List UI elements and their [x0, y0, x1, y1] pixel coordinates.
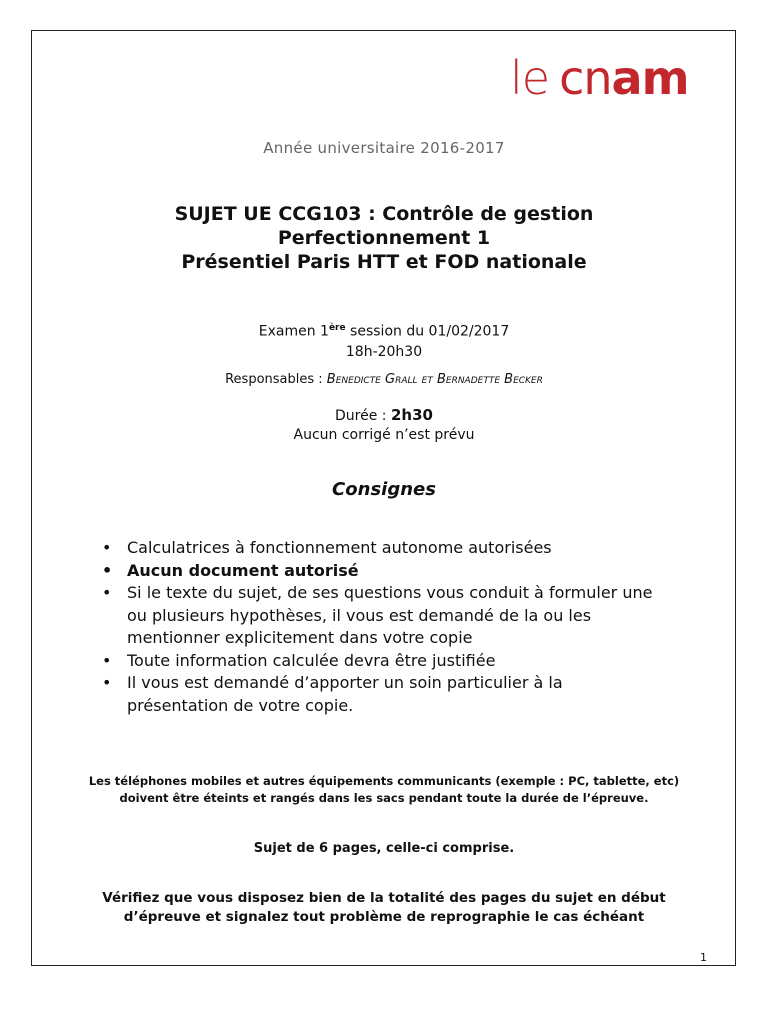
exam-suffix: session du 01/02/2017	[345, 323, 510, 340]
page-number: 1	[700, 951, 707, 964]
title-line-2: Perfectionnement 1	[277, 227, 491, 249]
title-line-1: SUJET UE CCG103 : Contrôle de gestion	[174, 203, 594, 225]
duration-value: 2h30	[390, 406, 433, 424]
correction-note: Aucun corrigé n’est prévu	[293, 427, 475, 443]
list-item: • Toute information calculée devra être justifiée	[102, 650, 662, 673]
logo-am: am	[611, 51, 689, 105]
duration-label: Durée :	[335, 408, 391, 424]
consignes-heading: Consignes	[332, 479, 436, 500]
exam-prefix: Examen 1	[258, 323, 329, 340]
verify-line-2: d’épreuve et signalez tout problème de reprographie le cas échéant	[123, 909, 645, 925]
verify-note	[0, 889, 768, 927]
pages-note: Sujet de 6 pages, celle-ci comprise.	[253, 841, 515, 856]
exam-time: 18h-20h30	[345, 343, 423, 360]
warning-line-2: doivent être éteints et rangés dans les sacs pendant toute la durée de l’épreuve.	[119, 791, 649, 805]
verify-line-1: Vérifiez que vous disposez bien de la totalité des pages du sujet en début	[102, 890, 666, 906]
devices-warning	[0, 773, 768, 807]
exam-session-line	[0, 318, 768, 342]
academic-year: Année universitaire 2016-2017	[263, 139, 505, 157]
responsables	[0, 372, 768, 387]
responsables-label: Responsables :	[225, 372, 327, 387]
logo-n: n	[583, 51, 612, 105]
cnam-logo	[510, 52, 689, 104]
exam-sup: ère	[328, 323, 346, 333]
responsables-names: Benedicte Grall et Bernadette Becker	[326, 372, 543, 387]
list-item: • Si le texte du sujet, de ses questions vous conduit à formuler une ou plusieurs hypothèses, il vous est demandé de la ou les mentionner explicitement dans votre copie	[102, 582, 662, 650]
logo-le: le	[510, 51, 550, 105]
list-item: • Calculatrices à fonctionnement autonome autorisées	[102, 537, 662, 560]
exam-session	[0, 318, 768, 362]
duration-line	[0, 406, 768, 426]
list-item: • Il vous est demandé d’apporter un soin particulier à la présentation de votre copie.	[102, 672, 662, 717]
exam-title	[0, 202, 768, 274]
duration	[0, 406, 768, 445]
warning-line-1: Les téléphones mobiles et autres équipements communicants (exemple : PC, tablette, etc)	[88, 774, 680, 788]
logo-c: c	[559, 51, 584, 105]
title-line-3: Présentiel Paris HTT et FOD nationale	[181, 251, 587, 273]
list-item: • Aucun document autorisé	[102, 560, 662, 583]
consignes-list	[102, 537, 662, 717]
